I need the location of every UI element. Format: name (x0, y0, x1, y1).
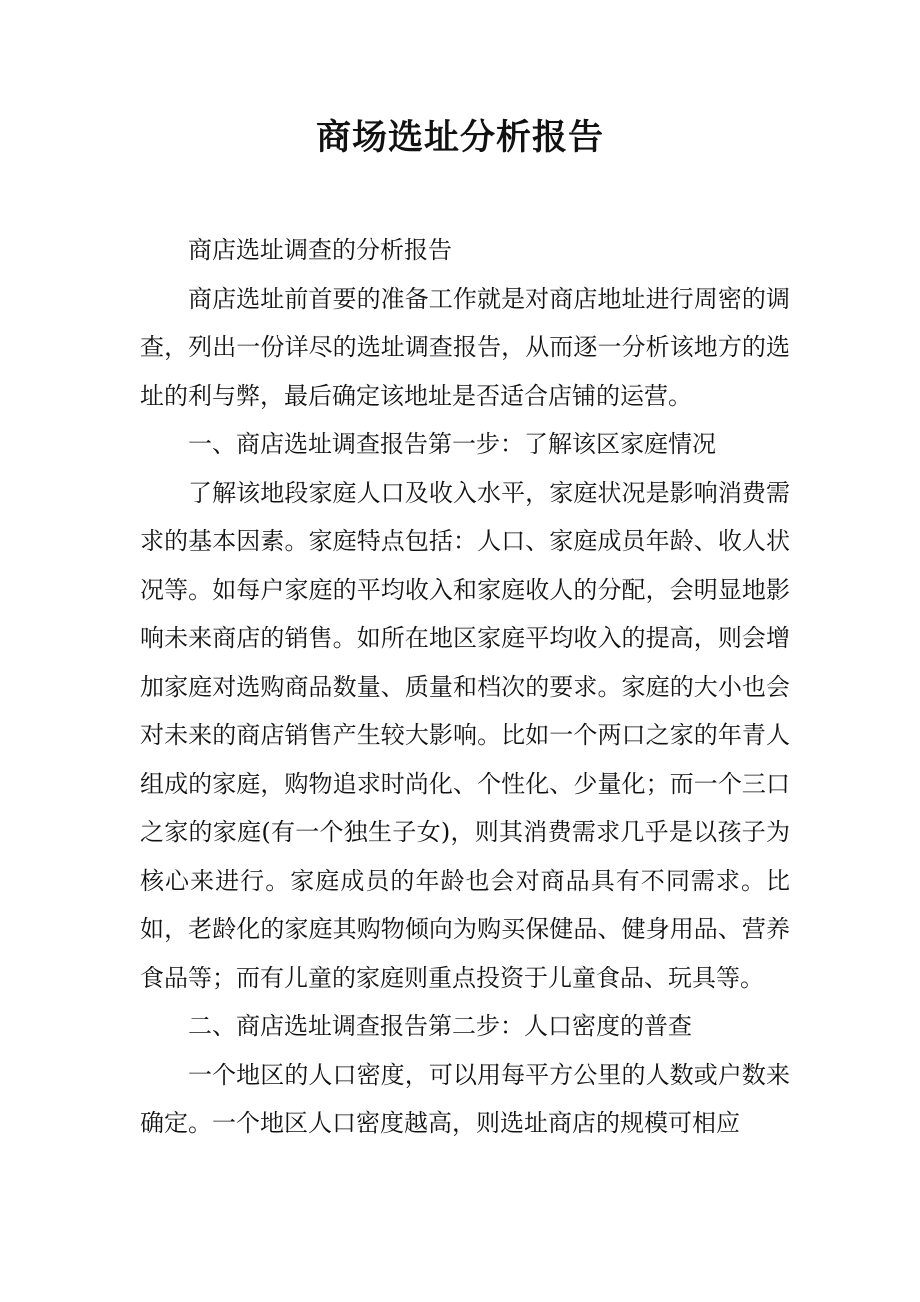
paragraph-family: 了解该地段家庭人口及收入水平，家庭状况是影响消费需求的基本因素。家庭特点包括：人口、家庭成员年龄、收人状况等。如每户家庭的平均收入和家庭收人的分配，会明显地影响未来商店的销售。如所在地区家庭平均收入的提高，则会增加家庭对选购商品数量、质量和档次的要求。家庭的大小也会对未来的商店销售产生较大影响。比如一个两口之家的年青人组成的家庭，购物追求时尚化、个性化、少量化；而一个三口之家的家庭(有一个独生子女)，则其消费需求几乎是以孩子为核心来进行。家庭成员的年龄也会对商品具有不同需求。比如，老龄化的家庭其购物倾向为购买保健品、健身用品、营养食品等；而有儿童的家庭则重点投资于儿童食品、玩具等。 (140, 478, 790, 992)
document-body (140, 226, 790, 1148)
document-title: 商场选址分析报告 (315, 117, 604, 158)
paragraph-density: 一个地区的人口密度，可以用每平方公里的人数或户数来确定。一个地区人口密度越高，则选址商店的规模可相应 (140, 1060, 790, 1137)
section-heading-1: 一、商店选址调查报告第一步：了解该区家庭情况 (188, 430, 716, 458)
paragraph-subtitle: 商店选址调查的分析报告 (188, 236, 452, 264)
section-heading-2: 二、商店选址调查报告第二步：人口密度的普查 (188, 1012, 692, 1040)
paragraph-intro: 商店选址前首要的准备工作就是对商店地址进行周密的调查，列出一份详尽的选址调查报告，从而逐一分析该地方的选址的利与弊，最后确定该地址是否适合店铺的运营。 (140, 284, 790, 410)
